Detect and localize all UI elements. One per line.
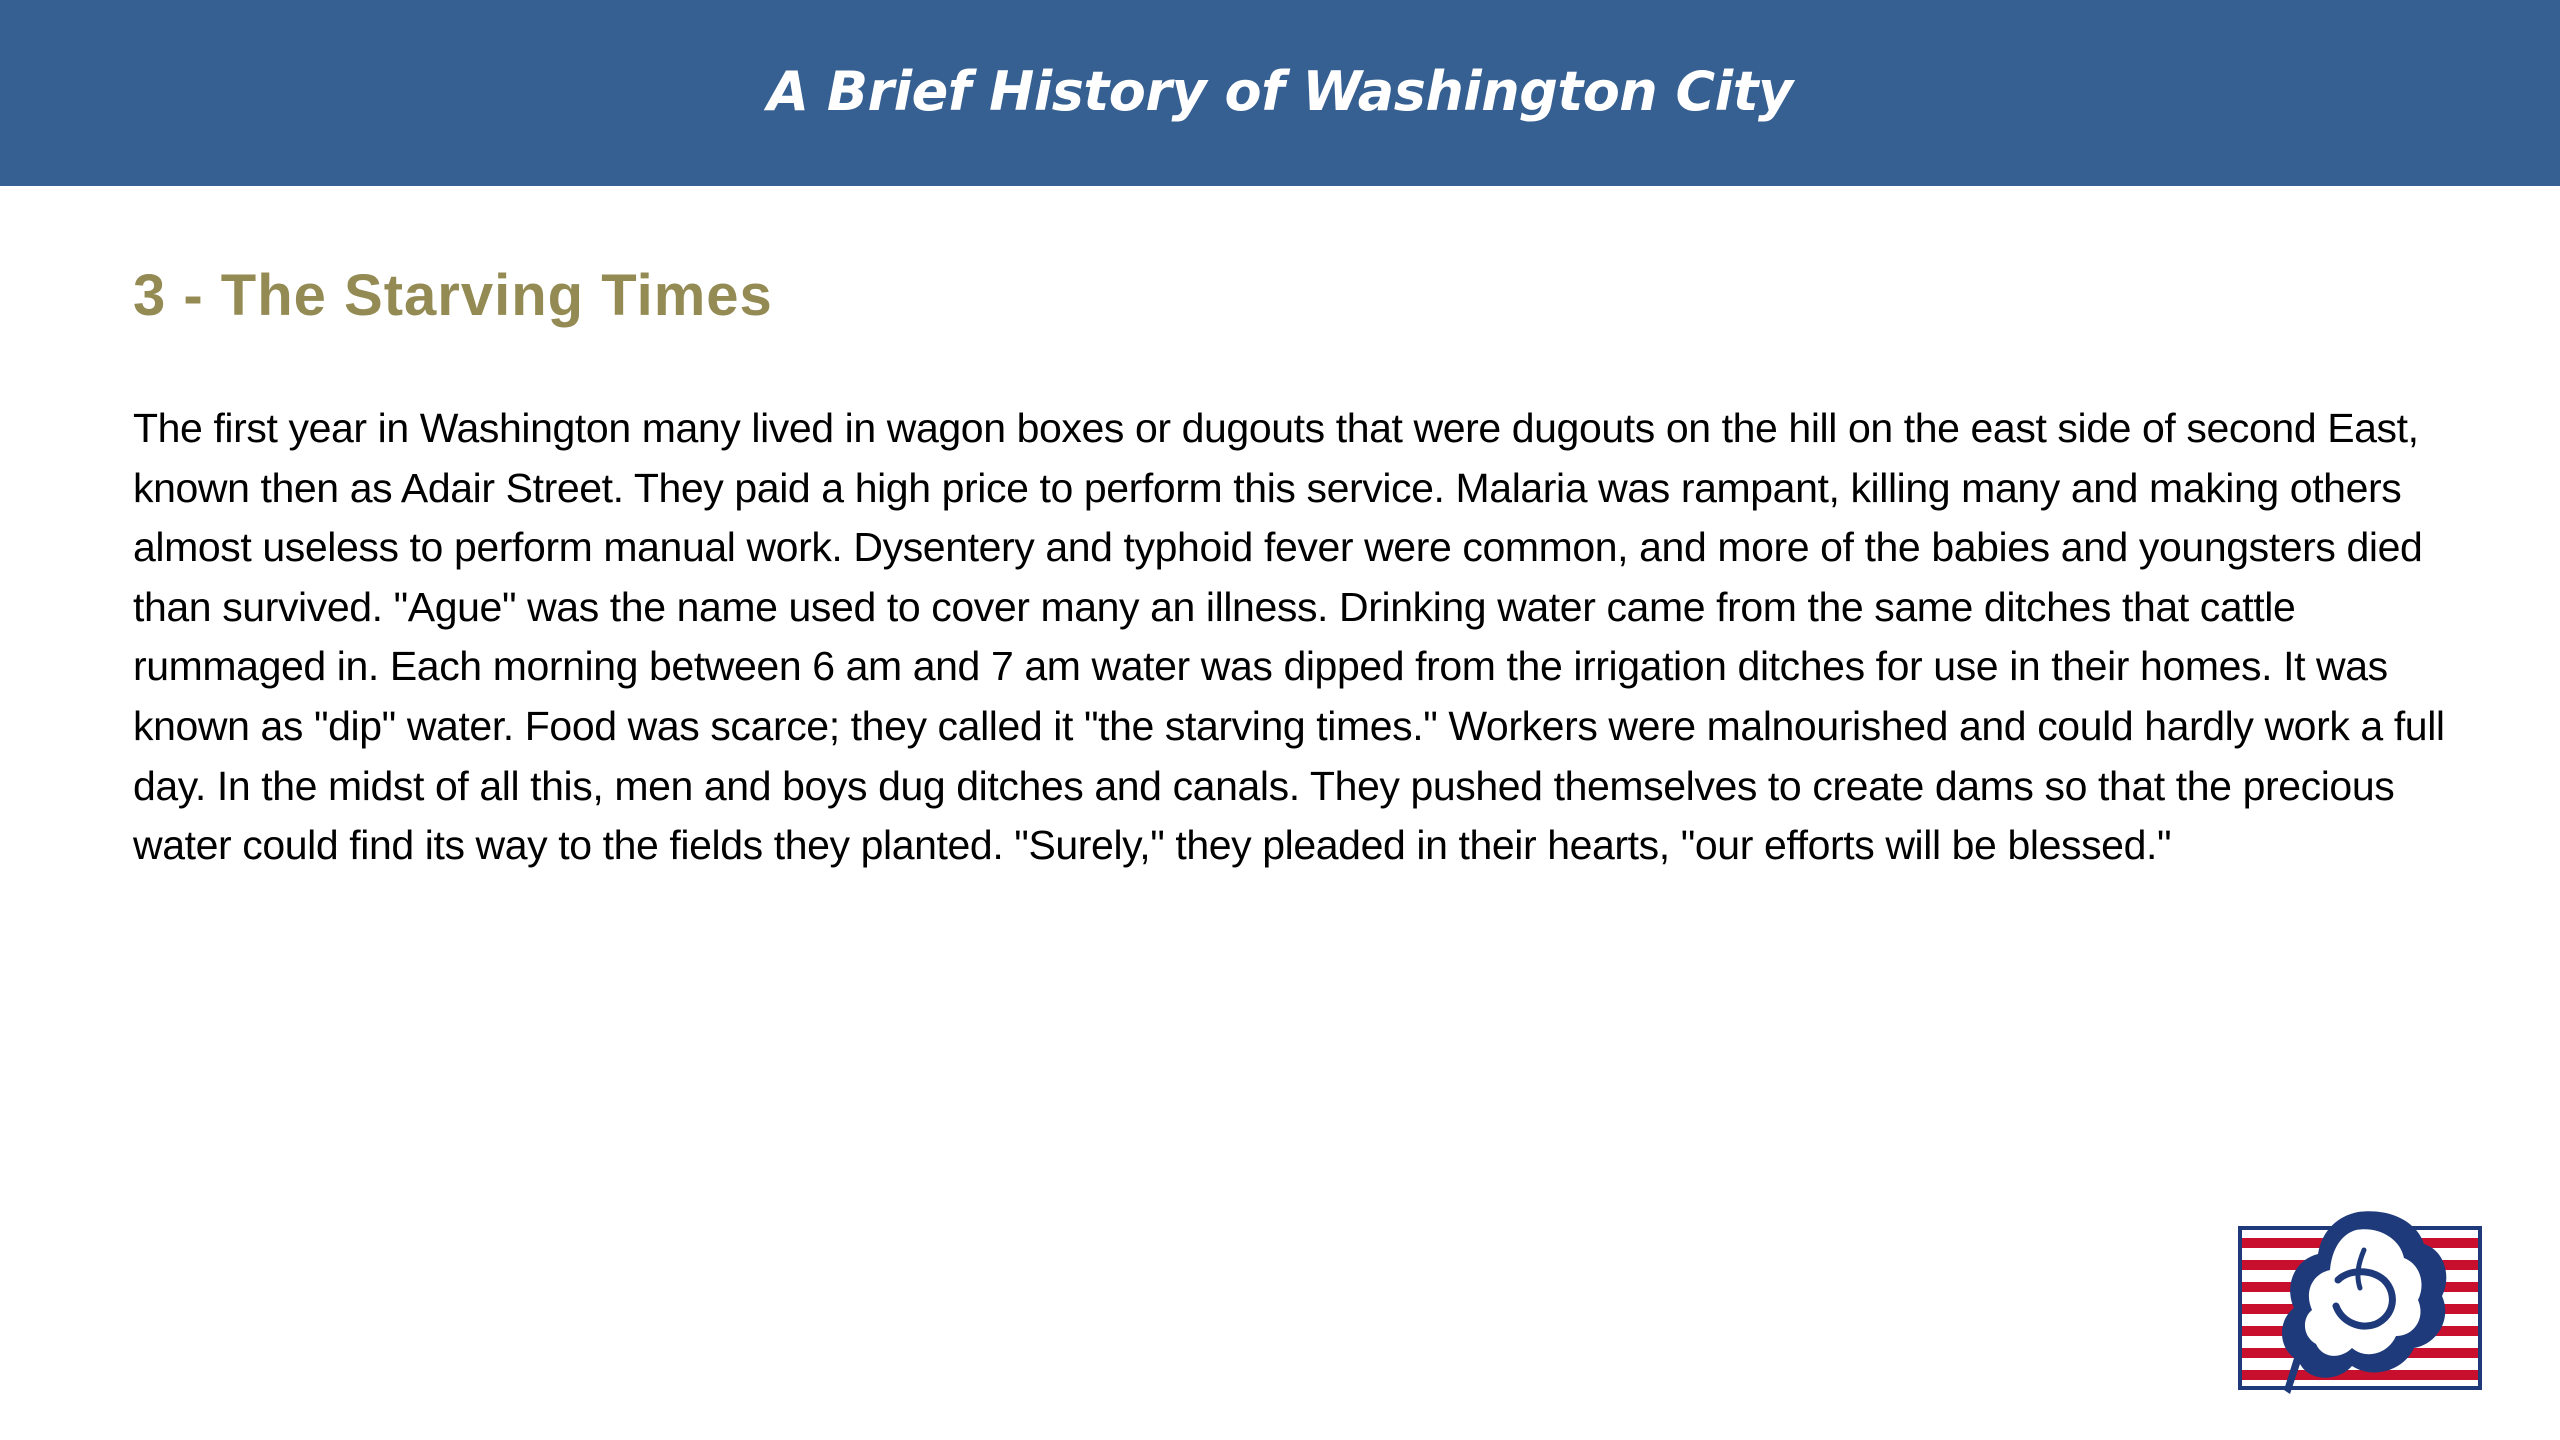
header-bar — [0, 0, 2560, 186]
body-paragraph: The first year in Washington many lived in wagon boxes or dugouts that were dugouts on the hill on the east side of second East, known then as Adair Street. They paid a high price to perform this service. Malaria was rampant, killing many and making others almost useless to perform manual work. Dysentery and typhoid fever were common, and more of the babies and youngsters died than survived. "Ague" was the name used to cover many an illness. Drinking water came from the same ditches that cattle rummaged in. Each morning between 6 am and 7 am water was dipped from the irrigation ditches for use in their homes. It was known as "dip" water. Food was scarce; they called it "the starving times." Workers were malnourished and could hardly work a full day. In the midst of all this, men and boys dug ditches and canals. They pushed themselves to create dams so that the precious water could find its way to the fields they planted. "Surely," they pleaded in their hearts, "our efforts will be blessed." — [133, 405, 2445, 869]
cotton-flag-logo-icon — [2238, 1210, 2484, 1398]
section-heading: 3 - The Starving Times — [133, 263, 773, 328]
page-title: A Brief History of Washington City — [767, 59, 1793, 123]
